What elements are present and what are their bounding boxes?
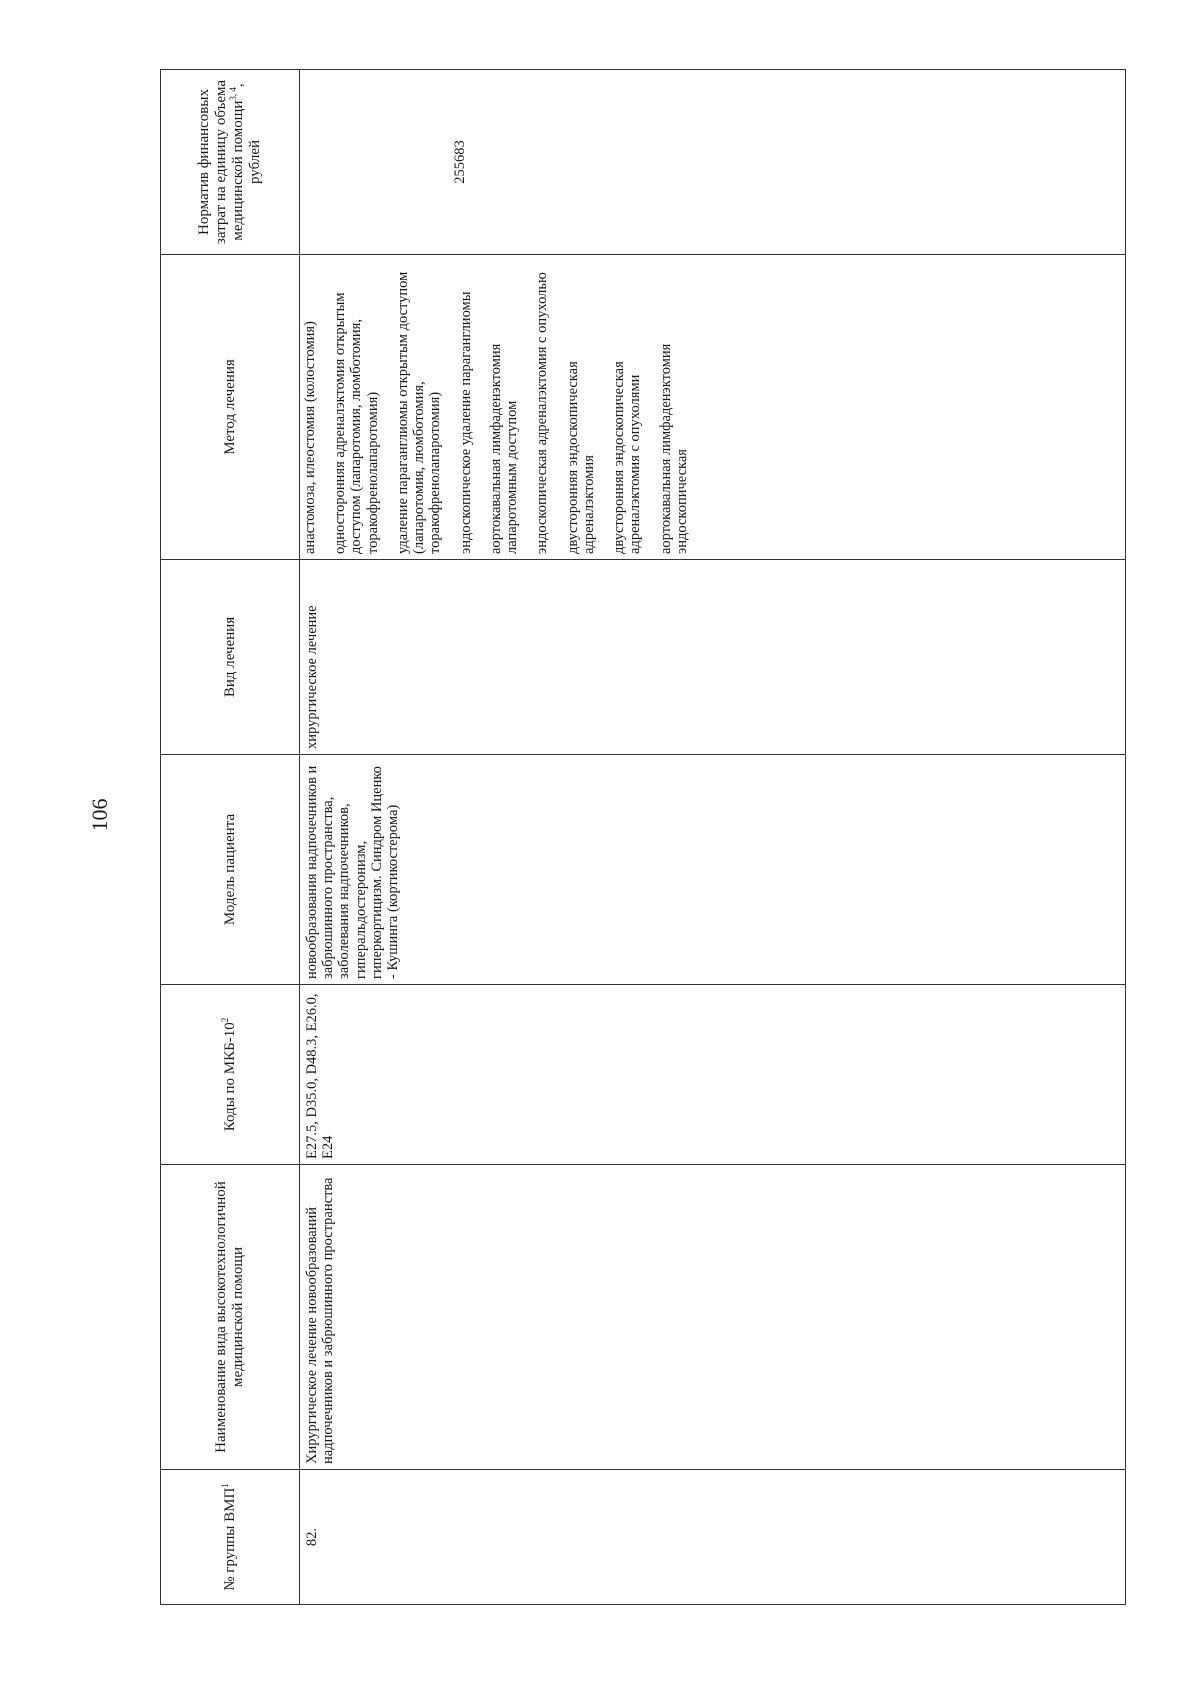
header-name: Наименование вида высокотехнологичной медицинской помощи (161, 1165, 300, 1470)
cell-codes: E27.5, D35.0, D48.3, E26.0, E24 (300, 985, 1126, 1165)
method-item: аортокавальная лимфаденэктомия лапаротомным доступом (487, 343, 521, 554)
table-wrapper (160, 70, 1118, 1605)
cell-num: 82. (300, 1470, 1126, 1605)
method-item: анастомоза, илеостомия (колостомия) (302, 321, 318, 554)
method-item: удаление параганглиомы открытым доступом (лапаротомия, люмботомия, торакофренолапаротомия) (394, 271, 444, 554)
cell-model: новообразования надпочечников и забрюшинного пространства, заболевания надпочечников, гиперальдостеронизм, гиперкортицизм. Синдром Иценко - Кушинга (кортикостерома) (300, 755, 1126, 985)
header-row (161, 70, 300, 1605)
method-item: эндоскопическое удаление параганглиомы (457, 291, 474, 554)
header-method: Метод лечения (161, 255, 300, 560)
cost-value: 255683 (452, 140, 469, 184)
header-type: Вид лечения (161, 560, 300, 755)
method-item: односторонняя адреналэктомия открытым доступом (лапаротомия, люмботомия, торакофренолапаротомия) (332, 292, 381, 554)
cell-name: Хирургическое лечение новообразований надпочечников и забрюшинного пространства (300, 1165, 1126, 1470)
header-cost: Норматив финансовых затрат на единицу объема медицинской помощи$^{3, 4}$, рублей (161, 70, 300, 255)
header-num: № группы ВМП$^1$ (161, 1470, 300, 1605)
method-item: эндоскопическая адреналэктомия с опухолью (534, 272, 551, 554)
method-item: двусторонняя эндоскопическая адреналэктомия с опухолями (611, 361, 644, 554)
table-row (300, 70, 1126, 1605)
vmp-table (160, 69, 1126, 1605)
cell-cost (300, 70, 1126, 255)
page-number: 106 (87, 798, 112, 832)
header-model: Модель пациента (161, 755, 300, 985)
cell-type: хирургическое лечение (300, 560, 1126, 755)
method-item: двусторонняя эндоскопическая адреналэктомия (564, 361, 597, 554)
cell-methods (300, 255, 1126, 560)
header-codes: Коды по МКБ-$10^2$ (161, 985, 300, 1165)
method-item: аортокавальная лимфаденэктомия эндоскопическая (657, 343, 690, 554)
